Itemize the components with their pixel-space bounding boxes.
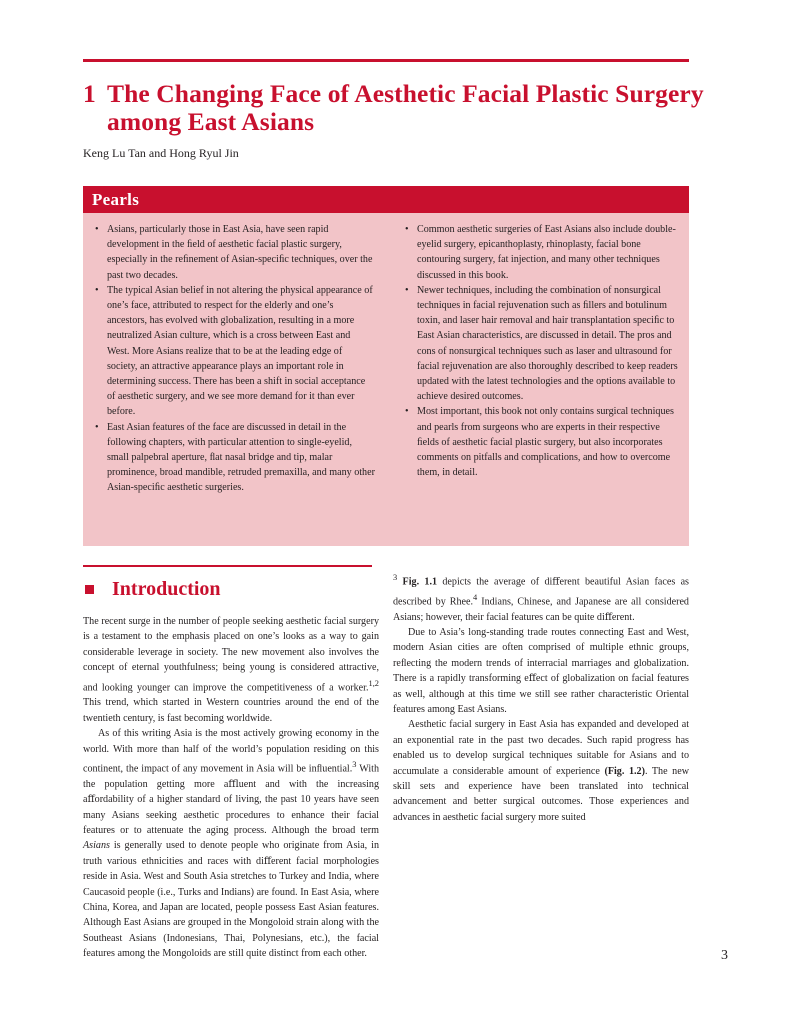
- pearl-item: • The typical Asian belief in not altering the physical appearance of one’s face, attributed to respect for the elderly and one’s ancestors, has evolved with globalization, resulting in a more neutralized Asian culture, which is a cross between East and West. More Asians realize that to be at the leading edge of society, an attractive appearance plays an important role in determining success. There has been a shift in social acceptance of aesthetic surgery, and we see more demand for it than ever before.: [93, 283, 375, 420]
- chapter-title-line-2: among East Asians: [107, 107, 315, 136]
- chapter-top-rule: [83, 59, 689, 62]
- pearls-list-left: [93, 222, 375, 496]
- citation: 1,2: [368, 678, 379, 688]
- body-column-right: [393, 570, 689, 825]
- body-paragraph: $^3$ Fig. 1.1 depicts the average of diﬀerent beautiful Asian faces as described by Rhee.$^4$ Indians, Chinese, and Japanese are all considered Asians; however, their facial features can be quite diﬀerent.: [393, 573, 689, 623]
- citation: 4: [473, 592, 478, 602]
- figure-reference: Fig. 1.1: [402, 576, 438, 588]
- body-paragraph: The recent surge in the number of people seeking aesthetic facial surgery is a testament to the emphasis placed on one’s looks as a way to gain considerable leverage in society. The new movement also involves the concept of eternal youthfulness; being young is considered attractive, and looking younger can improve the competitiveness of a worker.$^{1,2}$ This trend, which started in Western countries around the end of the twentieth century, is fast becoming worldwide.: [83, 616, 379, 724]
- chapter-title: [83, 80, 723, 136]
- chapter-number: 1: [83, 79, 96, 108]
- body-column-left: [83, 614, 379, 962]
- body-paragraph: Aesthetic facial surgery in East Asia has expanded and developed at an exponential rate in the past two decades. Such rapid progress has enabled us to develop surgical techniques suitable for Asians and to accumulate a considerable amount of experience (Fig. 1.2). The new skill sets and experience have been translated into technical advancement and better surgical outcomes. Those experiences and advances in aesthetic facial surgery more suited: [393, 719, 689, 823]
- pearls-list-right: [403, 222, 681, 480]
- introduction-rule: [83, 565, 372, 567]
- chapter-authors: Keng Lu Tan and Hong Ryul Jin: [83, 146, 239, 160]
- citation: 3: [352, 760, 357, 770]
- pearls-heading: Pearls: [83, 186, 689, 213]
- pearl-item: • Most important, this book not only contains surgical techniques and pearls from surgeons who are experts in their respective ﬁelds of aesthetic facial plastic surgery, but also incorporates comments on pitfalls and complications, and how to overcome them, in detail.: [403, 404, 681, 480]
- pearl-item: • Common aesthetic surgeries of East Asians also include double-eyelid surgery, epicanthoplasty, rhinoplasty, facial bone contouring surgery, fat injection, and many other techniques discussed in this book.: [403, 222, 681, 283]
- chapter-title-line-1: The Changing Face of Aesthetic Facial Plastic Surgery: [107, 79, 704, 108]
- pearl-item: • Asians, particularly those in East Asia, have seen rapid development in the ﬁeld of aesthetic facial plastic surgery, especially in the reﬁnement of Asian-speciﬁc techniques, over the past two decades.: [93, 222, 375, 283]
- pearl-item: • East Asian features of the face are discussed in detail in the following chapters, with particular attention to single-eyelid, small palpebral aperture, ﬂat nasal bridge and tip, malar prominence, broad mandible, retruded premaxilla, and many other Asian-speciﬁc aesthetic surgeries.: [93, 420, 375, 496]
- introduction-heading: [83, 577, 221, 601]
- body-paragraph: Due to Asia’s long-standing trade routes connecting East and West, modern Asian cities are often comprised of multiple ethnic groups, reﬂecting the modern trends of interracial marriages and globalization. There is a rapidly transforming eﬀect of globalization on facial features as well, although at this time we still see rather characteristic Oriental features among East Asians.: [393, 626, 689, 715]
- figure-reference: (Fig. 1.2): [604, 765, 645, 777]
- pearl-item: • Newer techniques, including the combination of nonsurgical techniques in facial rejuvenation such as ﬁllers and botulinum toxin, and laser hair removal and hair transplantation speciﬁc to East Asian characteristics, are discussed in detail. The pros and cons of nonsurgical techniques such as laser and ultrasound for facial rejuvenation are also thoroughly described to keep readers updated with the latest technologies and the options available to achieve desired outcomes.: [403, 283, 681, 405]
- citation: 3: [393, 573, 398, 582]
- section-square-icon: [85, 585, 94, 594]
- pearls-box: [83, 186, 689, 546]
- page-number: 3: [721, 948, 728, 963]
- introduction-heading-text: Introduction: [112, 578, 221, 600]
- body-paragraph: As of this writing Asia is the most actively growing economy in the world. With more than half of the world’s population residing on this continent, the impact of any movement in Asia will be inﬂuential.$^3$ With the population getting more aﬄuent and with the increasing aﬀordability of a higher standard of living, the past 10 years have seen many Asians seeking aesthetic procedures to enhance their facial features or to attenuate the aging process. Although the broad term Asians is generally used to denote people who originate from Asia, in truth various ethnicities and races with diﬀerent facial morphologies reside in Asia. West and South Asia stretches to Turkey and India, where Caucasoid people (i.e., Turks and Indians) are found. In East Asia, where China, Korea, and Japan are located, people possess East Asian features. Although East Asians are grouped in the Mongoloid strain along with the Southeast Asians (Indonesians, Thai, Polynesians, etc.), the facial features among the Mongoloids are still quite distinct from each other.: [83, 728, 379, 960]
